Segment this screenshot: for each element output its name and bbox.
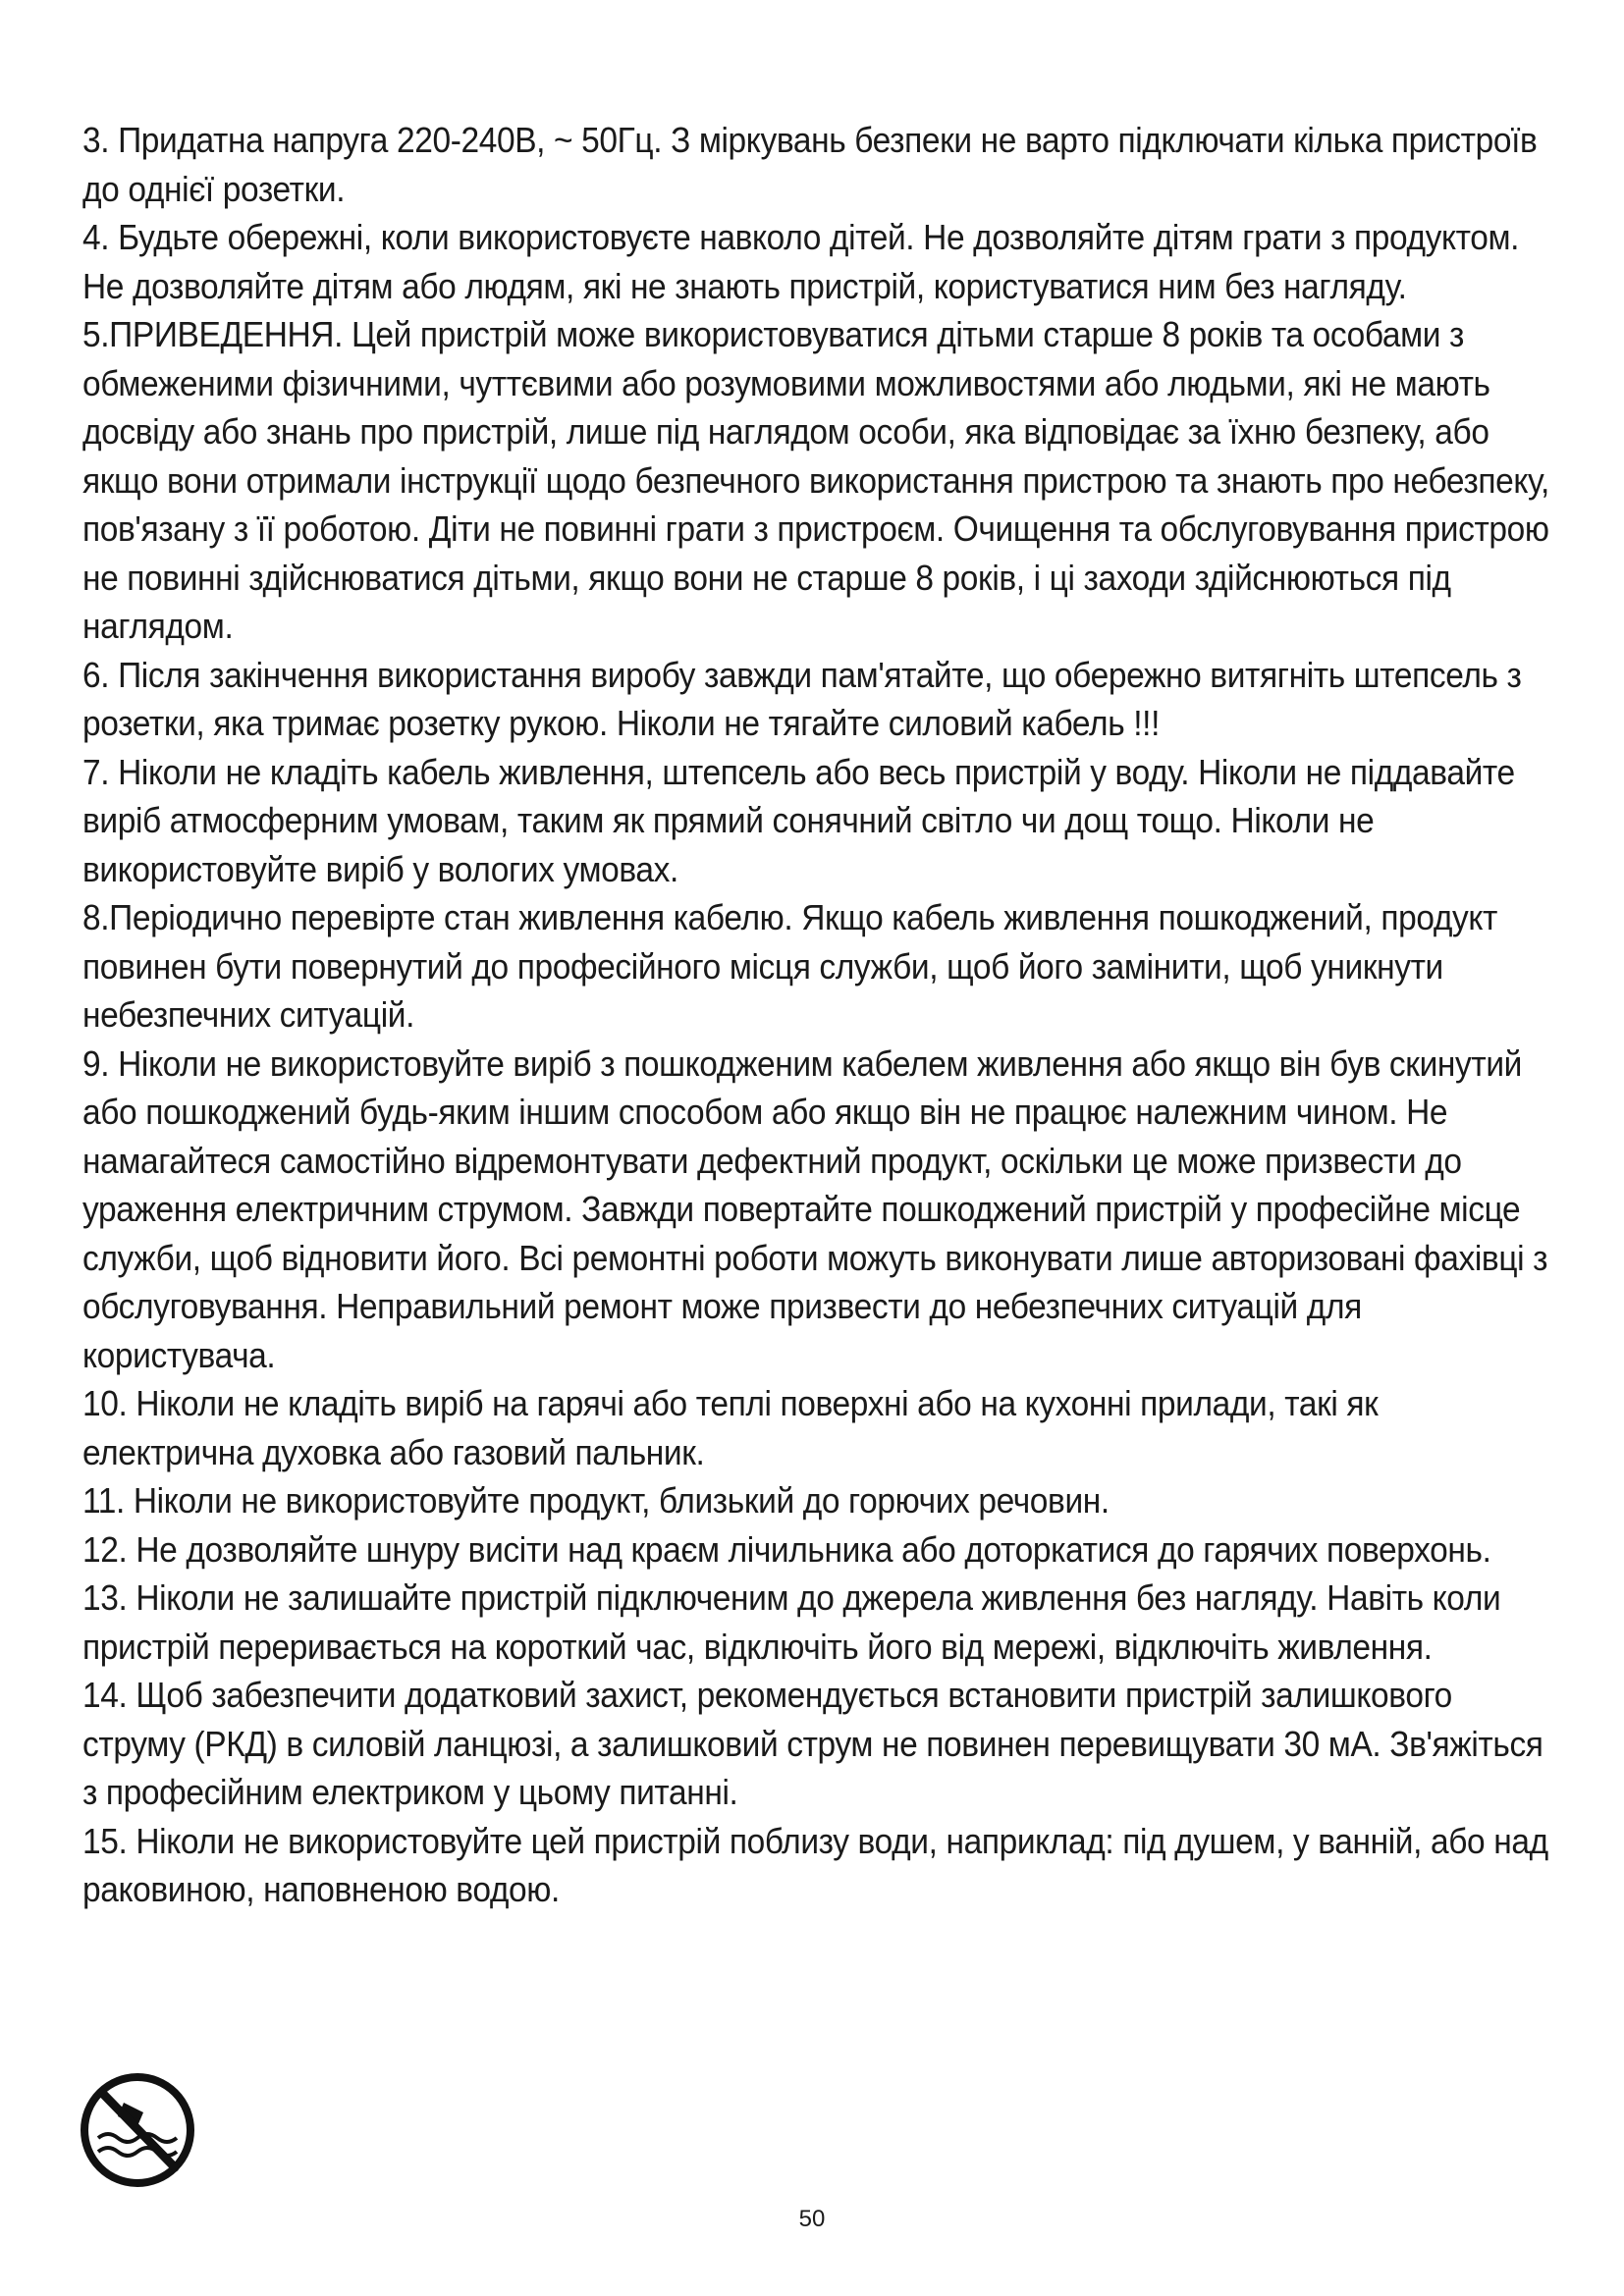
paragraph-4: 4. Будьте обережні, коли використовуєте навколо дітей. Не дозволяйте дітям грати з продуктом. Не дозволяйте дітям або людям, які не знають пристрій, користуватися ним без нагляду. xyxy=(82,217,1520,306)
paragraph-13: 13. Ніколи не залишайте пристрій підключеним до джерела живлення без нагляду. Навіть коли пристрій переривається на короткий час, відключіть його від мережі, відключіть живлення. xyxy=(82,1577,1501,1667)
paragraph-6: 6. Після закінчення використання виробу завжди пам'ятайте, що обережно витягніть штепсель з розетки, яка тримає розетку рукою. Ніколи не тягайте силовий кабель !!! xyxy=(82,654,1522,743)
no-water-icon xyxy=(77,2069,198,2191)
paragraph-9: 9. Ніколи не використовуйте виріб з пошкодженим кабелем живлення або якщо він був скинутий або пошкоджений будь-яким іншим способом або якщо він не працює належним чином. Не намагайтеся самостійно відремонтувати дефектний продукт, оскільки це може призвести до ураження електричним струмом. Завжди повертайте пошкоджений пристрій у професійне місце служби, щоб відновити його. Всі ремонтні роботи можуть виконувати лише авторизовані фахівці з обслуговування. Неправильний ремонт може призвести до небезпечних ситуацій для користувача. xyxy=(82,1042,1548,1375)
page-number: 50 xyxy=(798,2206,826,2232)
instruction-text xyxy=(82,116,1555,1914)
paragraph-12: 12. Не дозволяйте шнуру висіти над краєм лічильника або доторкатися до гарячих поверхонь. xyxy=(82,1528,1491,1570)
paragraph-7: 7. Ніколи не кладіть кабель живлення, штепсель або весь пристрій у воду. Ніколи не піддавайте виріб атмосферним умовам, таким як прямий сонячний світло чи дощ тощо. Ніколи не використовуйте виріб у вологих умовах. xyxy=(82,751,1515,889)
paragraph-5: 5.ПРИВЕДЕННЯ. Цей пристрій може використовуватися дітьми старше 8 років та особами з обмеженими фізичними, чуттєвими або розумовими можливостями або людьми, які не мають досвіду або знань про пристрій, лише під наглядом особи, яка відповідає за їхню безпеку, або якщо вони отримали інструкції щодо безпечного використання пристрою та знають про небезпеку, пов'язану з її роботою. Діти не повинні грати з пристроєм. Очищення та обслуговування пристрою не повинні здійснюватися дітьми, якщо вони не старше 8 років, і ці заходи здійснюються під наглядом. xyxy=(82,314,1549,646)
paragraph-3: 3. Придатна напруга 220-240В, ~ 50Гц. З міркувань безпеки не варто підключати кілька пристроїв до однієї розетки. xyxy=(82,120,1538,209)
paragraph-10: 10. Ніколи не кладіть виріб на гарячі або теплі поверхні або на кухонні прилади, такі як електрична духовка або газовий пальник. xyxy=(82,1383,1379,1472)
prohibition-slash xyxy=(102,2093,175,2167)
paragraph-14: 14. Щоб забезпечити додатковий захист, рекомендується встановити пристрій залишкового струму (РКД) в силовій ланцюзі, а залишковий струм не повинен перевищувати 30 мА. Зв'яжіться з професійним електриком у цьому питанні. xyxy=(82,1675,1543,1812)
paragraph-11: 11. Ніколи не використовуйте продукт, близький до горючих речовин. xyxy=(82,1480,1110,1521)
paragraph-8: 8.Періодично перевірте стан живлення кабелю. Якщо кабель живлення пошкоджений, продукт повинен бути повернутий до професійного місця служби, щоб його замінити, щоб уникнути небезпечних ситуацій. xyxy=(82,897,1498,1035)
paragraph-15: 15. Ніколи не використовуйте цей пристрій поблизу води, наприклад: під душем, у ванній, або над раковиною, наповненою водою. xyxy=(82,1820,1548,1909)
